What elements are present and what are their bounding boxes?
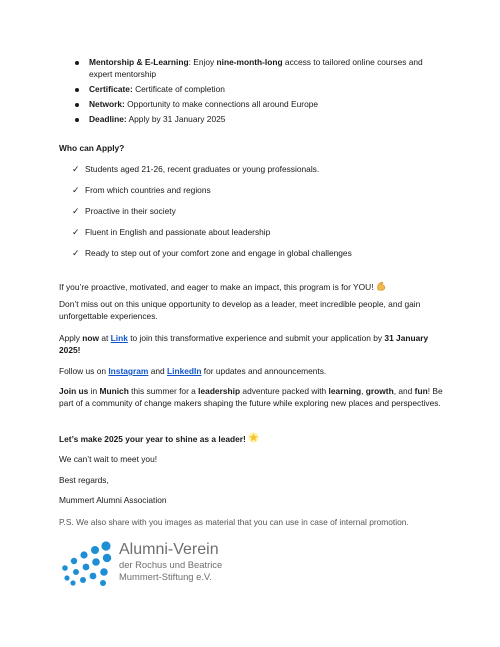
check-icon: ✓ (72, 227, 80, 237)
benefit-text: : Enjoy (188, 57, 217, 67)
glowing-star-icon (248, 432, 259, 447)
join-emphasis: Join us (59, 386, 89, 396)
logo-dots-icon (59, 541, 117, 587)
benefit-text: access to tailored online courses and expert mentorship (89, 57, 423, 79)
meet-paragraph: We can’t wait to meet you! (59, 454, 158, 464)
join-emphasis: learning (328, 386, 362, 396)
join-text: , and (393, 386, 415, 396)
criteria-text: Ready to step out of your comfort zone and engage in global challenges (85, 248, 352, 258)
join-emphasis: fun (414, 386, 428, 396)
join-text: ! Be part of a community of change makers shaping the future while exploring new places and perspectives. (59, 386, 443, 408)
criteria-item (72, 227, 452, 248)
logo-subtitle: Mummert-Stiftung e.V. (119, 570, 212, 582)
benefit-emphasis: nine-month-long (216, 57, 283, 67)
apply-text: Apply (59, 333, 83, 343)
join-paragraph (59, 386, 443, 410)
check-icon: ✓ (72, 248, 80, 258)
benefit-item-certificate (72, 84, 444, 96)
benefit-item-deadline (72, 114, 444, 126)
criteria-list (72, 164, 452, 269)
criteria-text: Proactive in their society (85, 206, 176, 216)
check-icon: ✓ (72, 185, 80, 195)
alumni-logo (59, 541, 319, 587)
shine-paragraph (59, 432, 443, 447)
dont-miss-paragraph: Don’t miss out on this unique opportunity to develop as a leader, meet incredible people, and gain unforgettable experiences. (59, 299, 421, 321)
flexed-biceps-icon (376, 281, 386, 295)
join-emphasis: growth (365, 386, 394, 396)
signature-paragraph: Mummert Alumni Association (59, 495, 167, 505)
proactive-text: If you’re proactive, motivated, and eager to make an impact, this program is for YOU! (59, 282, 374, 292)
linkedin-link[interactable]: LinkedIn (167, 366, 202, 376)
criteria-item (72, 185, 452, 206)
join-emphasis: Munich (99, 386, 129, 396)
criteria-text: Fluent in English and passionate about leadership (85, 227, 271, 237)
criteria-item (72, 248, 452, 269)
who-can-apply-heading: Who can Apply? (59, 143, 125, 153)
benefit-label: Deadline: (89, 113, 127, 124)
benefit-label: Network: (89, 98, 125, 109)
join-text: , (361, 386, 366, 396)
benefit-text: Apply by 31 January 2025 (126, 113, 226, 124)
apply-paragraph (59, 333, 443, 357)
criteria-text: Students aged 21-26, recent graduates or young professionals. (85, 164, 320, 174)
benefit-item-mentorship (72, 57, 444, 81)
join-emphasis: leadership (198, 386, 241, 396)
benefit-text: Opportunity to make connections all around Europe (124, 98, 319, 109)
instagram-link[interactable]: Instagram (108, 366, 149, 376)
logo-wordmark (119, 541, 222, 582)
benefit-item-network (72, 99, 444, 111)
follow-text: for updates and announcements. (201, 366, 327, 376)
logo-subtitle: der Rochus und Beatrice (119, 559, 223, 570)
apply-now-emphasis: now (82, 333, 100, 343)
check-icon: ✓ (72, 164, 80, 174)
benefit-label: Certificate: (89, 83, 133, 94)
apply-text: to join this transformative experience and submit your application by (127, 333, 385, 343)
check-icon: ✓ (72, 206, 80, 216)
logo-title: Alumni-Verein (119, 541, 219, 558)
apply-text: at (99, 333, 111, 343)
follow-text: Follow us on (59, 366, 109, 376)
join-text: in (88, 386, 100, 396)
criteria-item (72, 206, 452, 227)
benefit-label: Mentorship & E-Learning (89, 57, 189, 67)
proactive-paragraph (59, 281, 443, 295)
join-text: this summer for a (128, 386, 199, 396)
follow-paragraph (59, 366, 443, 378)
criteria-item (72, 164, 452, 185)
benefits-list (72, 57, 444, 126)
criteria-text: From which countries and regions (85, 185, 211, 195)
shine-text: Let’s make 2025 your year to shine as a leader! (59, 434, 246, 444)
benefit-text: Certificate of completion (132, 83, 225, 94)
join-text: adventure packed with (240, 386, 329, 396)
ps-paragraph: P.S. We also share with you images as material that you can use in case of internal promotion. (59, 517, 409, 527)
follow-text: and (148, 366, 168, 376)
apply-deadline: 31 January 2025! (59, 333, 429, 355)
regards-paragraph: Best regards, (59, 475, 109, 485)
application-link[interactable]: Link (110, 333, 128, 343)
